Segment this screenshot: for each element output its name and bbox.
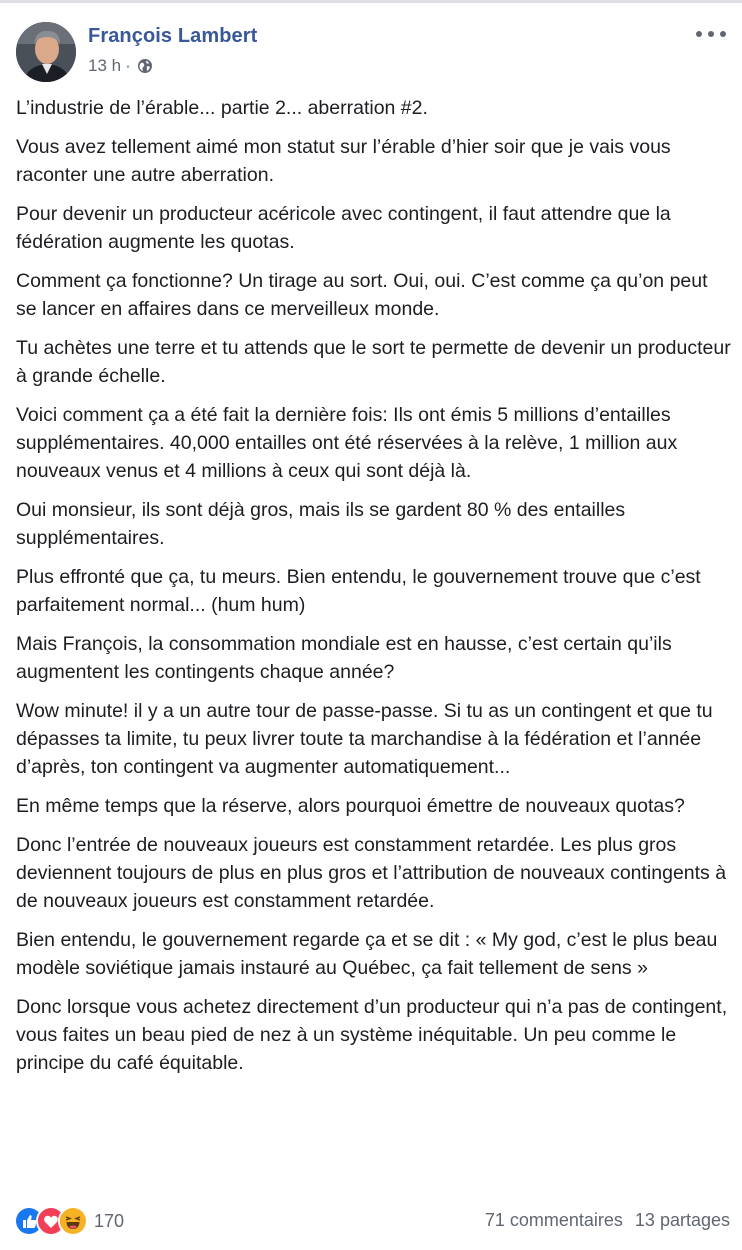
post-paragraph: Mais François, la consommation mondiale est en hausse, c’est certain qu’ils augmentent les contingents chaque année? [16, 633, 672, 683]
shares-count[interactable]: 13 partages [634, 1210, 730, 1230]
post-paragraph: Donc lorsque vous achetez directement d’un producteur qui n’a pas de contingent, vous faites un beau pied de nez à un système inéquitable. Un peu comme le principe du café équitable. [16, 996, 728, 1074]
post-paragraph: Wow minute! il y a un autre tour de passe-passe. Si tu as un contingent et que tu dépasses ta limite, tu peux livrer toute ta marchandise à la fédération et l’année d’après, ton contingent va augmenter automatiquement... [16, 700, 713, 778]
globe-icon[interactable] [137, 58, 153, 74]
post-paragraph: Donc l’entrée de nouveaux joueurs est constamment retardée. Les plus gros deviennent toujours de plus en plus gros et l’attribution de nouveaux contingents à de nouveaux joueurs est constamment retardée. [16, 834, 727, 912]
post-paragraph: L’industrie de l’érable... partie 2... aberration #2. [16, 97, 428, 119]
engagement-stats [485, 1210, 730, 1231]
post-paragraph: Comment ça fonctionne? Un tirage au sort. Oui, oui. C’est comme ça qu’on peut se lancer en affaires dans ce merveilleux monde. [16, 270, 708, 320]
avatar-image [16, 22, 76, 82]
post-paragraph: Tu achètes une terre et tu attends que le sort te permette de devenir un producteur à grande échelle. [16, 337, 731, 387]
meta-separator: · [125, 56, 131, 75]
post-paragraph: Pour devenir un producteur acéricole avec contingent, il faut attendre que la fédération augmente les quotas. [16, 203, 671, 253]
post-paragraph: Plus effronté que ça, tu meurs. Bien entendu, le gouvernement trouve que c’est parfaitement normal... (hum hum) [16, 566, 701, 616]
post-paragraph: En même temps que la réserve, alors pourquoi émettre de nouveaux quotas? [16, 795, 685, 817]
more-options-icon[interactable] [696, 26, 726, 42]
post-body [16, 94, 732, 1088]
post-paragraph: Voici comment ça a été fait la dernière fois: Ils ont émis 5 millions d’entailles supplémentaires. 40,000 entailles ont été réservées à la relève, 1 million aux nouveaux venus et 4 millions à ceux qui sont déjà là. [16, 404, 678, 482]
reactions-summary[interactable] [14, 1206, 124, 1236]
post-timestamp[interactable]: 13 h [88, 56, 122, 75]
post-footer [14, 1206, 730, 1236]
haha-icon [58, 1206, 88, 1236]
top-divider [0, 0, 742, 3]
post-paragraph: Bien entendu, le gouvernement regarde ça et se dit : « My god, c’est le plus beau modèle soviétique jamais instauré au Québec, ça fait tellement de sens » [16, 929, 718, 979]
more-dot [720, 31, 726, 37]
author-avatar[interactable] [16, 22, 76, 82]
author-name[interactable]: François Lambert [88, 25, 258, 47]
reaction-count: 170 [94, 1210, 125, 1231]
post-header [16, 22, 726, 84]
more-dot [696, 31, 702, 37]
post-paragraph: Vous avez tellement aimé mon statut sur l’érable d’hier soir que je vais vous raconter une autre aberration. [16, 136, 671, 186]
comments-count[interactable]: 71 commentaires [484, 1210, 623, 1230]
post-meta [88, 56, 153, 76]
post-paragraph: Oui monsieur, ils sont déjà gros, mais ils se gardent 80 % des entailles supplémentaires. [16, 499, 626, 549]
more-dot [708, 31, 714, 37]
